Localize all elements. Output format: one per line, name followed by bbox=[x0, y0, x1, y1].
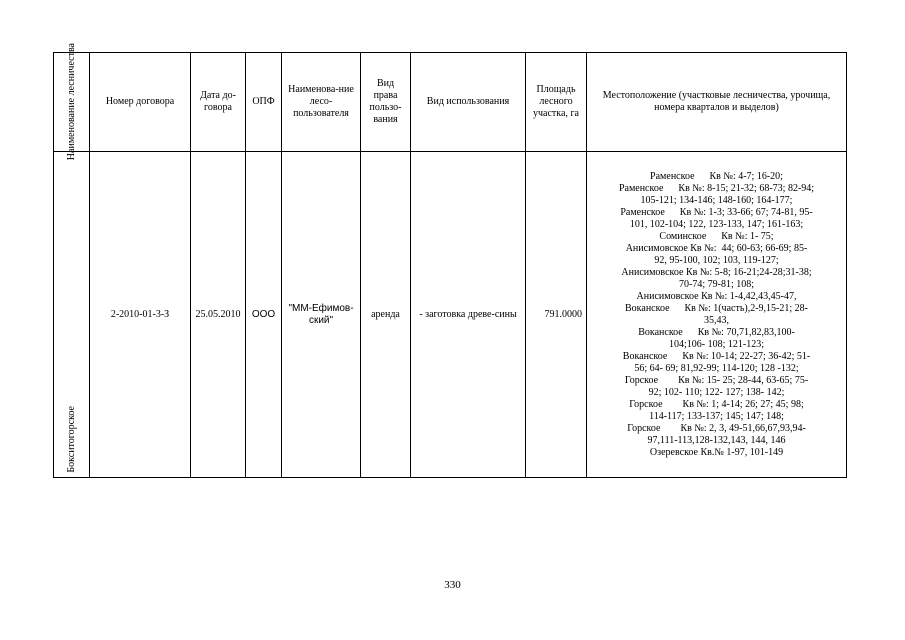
location-line: Раменское Кв №: 8-15; 21-32; 68-73; 82-94; bbox=[618, 182, 815, 194]
header-contract-no: Номер договора bbox=[90, 53, 191, 152]
location-line: Горское Кв №: 15- 25; 28-44, 63-65; 75- bbox=[624, 374, 809, 386]
cell-right-type: аренда bbox=[361, 152, 411, 478]
cell-area: 791.0000 bbox=[526, 152, 587, 478]
header-usage-type: Вид использования bbox=[411, 53, 526, 152]
location-line: 56; 64- 69; 81,92-99; 114-120; 128 -132; bbox=[634, 362, 799, 374]
table-row bbox=[54, 152, 847, 478]
location-line: Раменское Кв №: 4-7; 16-20; bbox=[650, 170, 783, 182]
location-line: Горское Кв №: 1; 4-14; 26; 27; 45; 98; bbox=[629, 398, 804, 410]
location-line: 101, 102-104; 122, 123-133, 147; 161-163; bbox=[629, 218, 804, 230]
location-line: Воканское Кв №: 70,71,82,83,100- bbox=[638, 326, 795, 338]
cell-contract-date: 25.05.2010 bbox=[191, 152, 246, 478]
location-list bbox=[591, 171, 842, 459]
header-area: Площадь лесного участка, га bbox=[526, 53, 587, 152]
location-line: Анисимовское Кв №: 44; 60-63; 66-69; 85- bbox=[625, 242, 808, 254]
cell-usage-type: - заготовка древе-сины bbox=[411, 152, 526, 478]
location-line: Воканское Кв №: 10-14; 22-27; 36-42; 51- bbox=[622, 350, 811, 362]
header-user-name: Наименова-ние лесо-пользователя bbox=[282, 53, 361, 152]
header-row bbox=[54, 53, 847, 152]
cell-user-name: "ММ-Ефимов-ский" bbox=[282, 152, 361, 478]
location-line: 105-121; 134-146; 148-160; 164-177; bbox=[640, 194, 793, 206]
location-line: 104;106- 108; 121-123; bbox=[669, 338, 764, 350]
location-line: Анисимовское Кв №: 1-4,42,43,45-47, bbox=[636, 290, 797, 302]
header-right-type: Вид права пользо-вания bbox=[361, 53, 411, 152]
cell-contract-no: 2-2010-01-3-З bbox=[90, 152, 191, 478]
location-line: 92; 102- 110; 122- 127; 138- 142; bbox=[648, 386, 785, 398]
location-line: Воканское Кв №: 1(часть),2-9,15-21; 28- bbox=[625, 302, 808, 314]
location-line: Озеревское Кв.№ 1-97, 101-149 bbox=[649, 446, 784, 458]
forest-lease-table bbox=[53, 43, 847, 478]
location-line: 35,43, bbox=[704, 314, 729, 326]
cell-opf: ООО bbox=[246, 152, 282, 478]
location-line: Соминское Кв №: 1- 75; bbox=[659, 230, 774, 242]
header-contract-date: Дата до-говора bbox=[191, 53, 246, 152]
location-line: Раменское Кв №: 1-3; 33-66; 67; 74-81, 95- bbox=[620, 206, 813, 218]
header-opf: ОПФ bbox=[246, 53, 282, 152]
location-line: Анисимовское Кв №: 5-8; 16-21;24-28;31-38; bbox=[621, 266, 812, 278]
header-forestry-name: Наименование лесничества bbox=[54, 53, 90, 152]
location-line: Горское Кв №: 2, 3, 49-51,66,67,93,94- bbox=[627, 422, 806, 434]
page-number: 330 bbox=[444, 579, 461, 591]
location-line: 92, 95-100, 102; 103, 119-127; bbox=[654, 254, 779, 266]
location-line: 70-74; 79-81; 108; bbox=[679, 278, 754, 290]
header-location: Местоположение (участковые лесничества, урочища, номера кварталов и выделов) bbox=[587, 53, 847, 152]
cell-location bbox=[587, 152, 847, 478]
location-line: 97,111-113,128-132,143, 144, 146 bbox=[647, 434, 786, 446]
cell-forestry-name: Бокситогорское bbox=[54, 152, 90, 478]
location-line: 114-117; 133-137; 145; 147; 148; bbox=[649, 410, 784, 422]
